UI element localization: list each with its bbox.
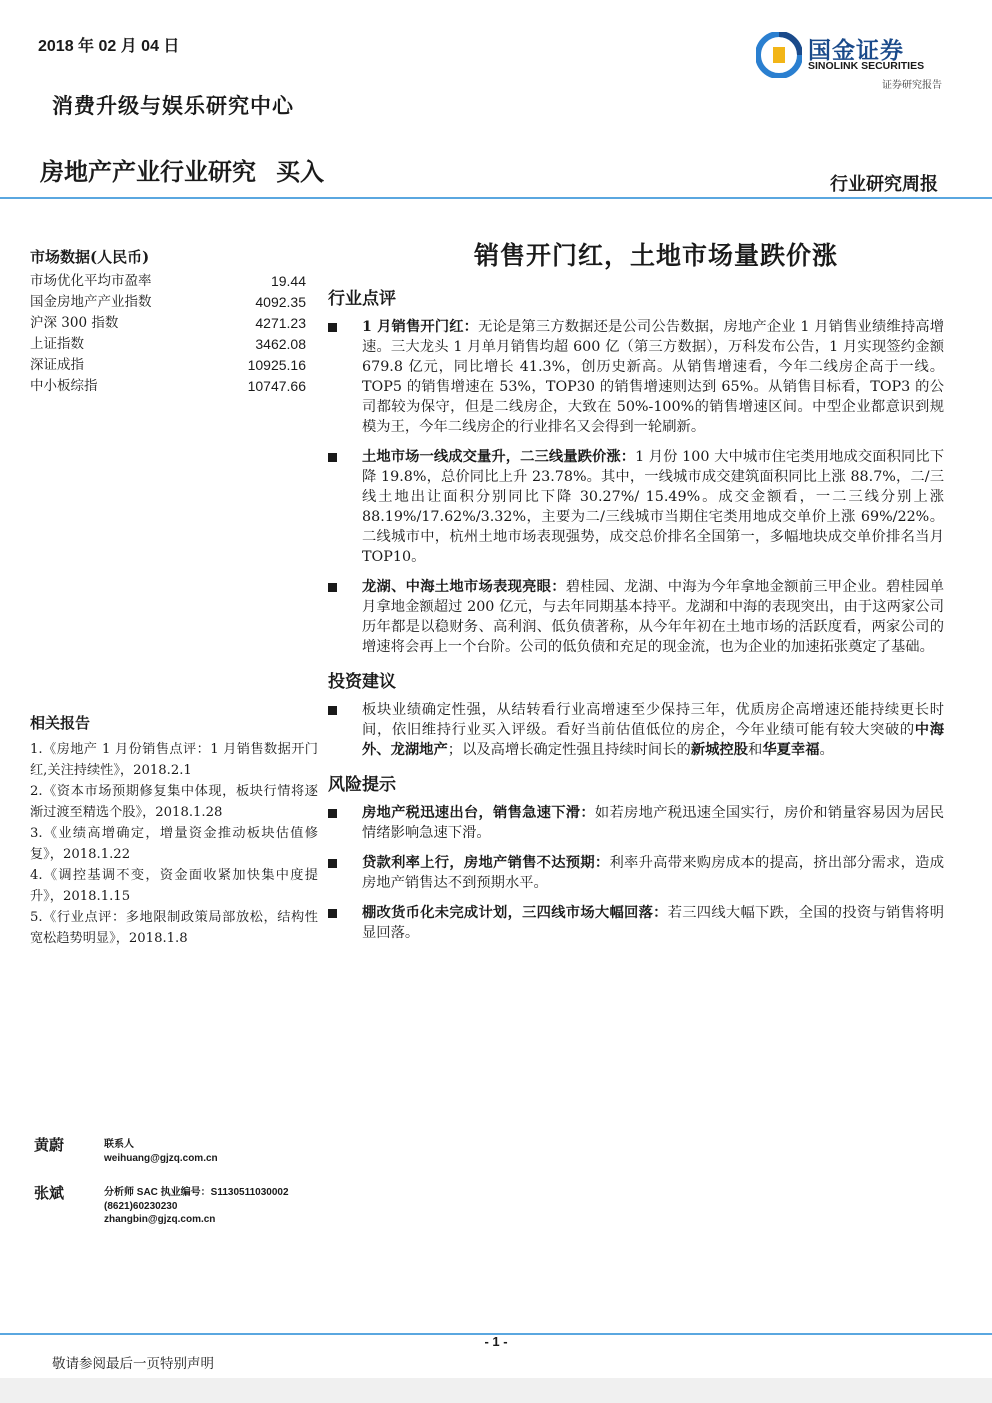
logo-mark-icon [756,32,802,78]
bullet-square-icon [328,323,337,332]
related-report-item: 1.《房地产 1 月份销售点评：1 月销售数据开门红,关注持续性》，2018.2.1 [30,742,318,778]
bullet-text: 和 [748,742,763,758]
report-headline: 销售开门红，土地市场量跌价涨 [473,241,838,270]
bullet-emphasis: 华夏幸福 [762,742,820,758]
related-reports-list [30,739,318,949]
logo-chinese-name: 国金证券 [808,38,904,64]
bullet-text: 。 [819,742,834,758]
market-data-panel [30,246,306,397]
disclaimer-note: 敬请参阅最后一页特别声明 [52,1356,214,1372]
logo-english-name: SINOLINK SECURITIES [808,60,925,72]
bullet-square-icon [328,453,337,462]
related-report-item: 2.《资本市场预期修复集中体现，板块行情将逐渐过渡至精选个股》，2018.1.28 [30,784,318,820]
bullet-text: 若三四线大幅下跌，全国的投资与销售将明显回落。 [362,905,944,941]
author-name: 黄蔚 [34,1136,65,1154]
report-sections [328,284,944,943]
bullet-lead: 龙湖、中海土地市场表现亮眼： [362,579,566,595]
related-report-item: 3.《业绩高增确定，增量资金推动板块估值修复》，2018.1.22 [30,826,318,862]
bullet-lead: 房地产税迅速出台，销售急速下滑： [362,805,595,821]
author-email: zhangbin@gjzq.com.cn [104,1214,216,1225]
author-phone: (8621)60230230 [104,1200,178,1212]
industry-title [40,152,324,187]
bullet-paragraph [328,903,944,943]
bullet-square-icon [328,706,337,715]
section-title: 行业点评 [328,289,396,309]
bullet-text: 利率升高带来购房成本的提高，挤出部分需求，造成房地产销售达不到预期水平。 [362,855,945,891]
bullet-lead: 1 月销售开门红： [362,319,479,335]
market-data-value: 10925.16 [247,357,306,373]
bullet-lead: 贷款利率上行，房地产销售不达预期： [362,855,610,871]
author-license: 分析师 SAC 执业编号：S1130511030002 [104,1187,289,1198]
bullet-emphasis: 新城控股 [690,742,749,758]
bullet-text: 碧桂园、龙湖、中海为今年拿地金额前三甲企业。碧桂园单月拿地金额超过 200 亿元，与去年同期基本持平。龙湖和中海的表现突出，由于这两家公司历年都是以稳财务、高利润、低负债著称，从今年年初在土地市场的活跃度看，两家公司的增速将会再上一个台阶。公司的低负债和充足的现金流，也为企业的加速拓张奠定了基础。 [362,579,945,655]
market-data-row [30,334,306,355]
market-data-list [30,271,306,397]
bullet-paragraph [328,700,944,760]
research-center-name: 消费升级与娱乐研究中心 [52,93,294,118]
bullet-text: ；以及高增长确定性强且持续时间长的 [447,742,691,758]
market-data-row [30,376,306,397]
bullet-lead: 棚改货币化未完成计划，三四线市场大幅回落： [362,905,668,921]
footer-strip [0,1378,992,1403]
main-content [328,236,944,953]
market-data-row [30,292,306,313]
market-data-label: 沪深 300 指数 [30,315,119,331]
market-data-label: 深证成指 [30,357,84,373]
market-data-value: 19.44 [270,273,306,289]
related-report-item: 5.《行业点评：多地限制政策局部放松，结构性宽松趋势明显》，2018.1.8 [30,910,318,946]
page-number: - 1 - [484,1334,508,1349]
market-data-label: 中小板综指 [30,378,98,394]
market-data-label: 市场优化平均市盈率 [30,273,152,289]
section-title: 投资建议 [328,672,396,692]
market-data-value: 10747.66 [247,378,306,394]
bullet-emphasis: 中海外、龙湖地产 [362,722,945,758]
industry-name: 房地产产业行业研究 [40,159,256,186]
author-name: 张斌 [34,1184,65,1202]
market-data-value: 3462.08 [255,336,306,352]
bullet-text: 如若房地产税迅速全国实行，房价和销量容易因为居民情绪影响急速下滑。 [362,805,944,841]
market-data-row [30,355,306,376]
author-contact [104,1186,289,1227]
bullet-text: 板块业绩确定性强，从结转看行业高增速至少保持三年，优质房企高增速还能持续更长时间，依旧维持行业买入评级。看好当前估值低位的房企，今年业绩可能有较大突破的 [362,702,944,738]
market-data-title: 市场数据(人民币) [30,248,150,266]
bullet-square-icon [328,909,337,918]
related-reports-panel [30,712,318,949]
related-reports-title: 相关报告 [30,714,91,732]
logo-subtitle: 证券研究报告 [882,80,942,91]
author-role: 联系人 [104,1139,134,1150]
related-report-item: 4.《调控基调不变，资金面收紧加快集中度提升》，2018.1.15 [30,868,318,904]
author-email: weihuang@gjzq.com.cn [104,1152,218,1164]
rating-badge: 买入 [276,159,324,186]
market-data-row [30,271,306,292]
bullet-square-icon [328,859,337,868]
bullet-text: 无论是第三方数据还是公司公告数据，房地产企业 1 月销售业绩维持高增速。三大龙头 1 月单月销售均超 600 亿（第三方数据），万科发布公告，1 月实现签约金额 679.8 亿元，同比增长 41.3%，创历史新高。从销售增速看，今年二线房企高于一线。TOP5 的销售增速在 53%，TOP30 的销售增速则达到 65%。从销售目标看，TOP3 的公司都较为保守，但是二线房企，大致在 50%-100%的销售增速区间。中型企业都意识到规模为王，今年二线房企的行业排名又会得到一轮刷新。 [362,319,944,435]
market-data-label: 国金房地产产业指数 [30,294,152,310]
market-data-value: 4092.35 [255,294,306,310]
section-title: 风险提示 [328,775,396,795]
header-divider [0,197,992,199]
bullet-lead: 土地市场一线成交量升，二三线量跌价涨： [362,449,636,465]
author-contact [104,1138,218,1165]
market-data-value: 4271.23 [255,315,306,331]
report-type: 行业研究周报 [830,174,938,195]
bullet-paragraph [328,803,944,843]
market-data-label: 上证指数 [30,336,84,352]
report-date: 2018 年 02 月 04 日 [38,38,180,55]
bullet-square-icon [328,809,337,818]
company-logo [756,30,946,92]
bullet-text: 1 月份 100 大中城市住宅类用地成交面积同比下降 19.8%，总价同比上升 23.78%。其中，一线城市成交建筑面积同比上涨 88.7%，二/三线土地出让面积分别同比下降 30.27%/ 15.49%。成交金额看，一二三线分别上涨 88.19%/17.62%/3.32%，主要为二/三线城市当期住宅类用地成交单价上涨 69%/22%。二线城市中，杭州土地市场表现强势，成交总价排名全国第一，多幅地块成交单价排名当月 TOP10。 [362,449,944,565]
bullet-paragraph [328,317,944,437]
bullet-paragraph [328,853,944,893]
bullet-paragraph [328,447,944,567]
market-data-row [30,313,306,334]
bullet-square-icon [328,583,337,592]
bullet-paragraph [328,577,944,657]
